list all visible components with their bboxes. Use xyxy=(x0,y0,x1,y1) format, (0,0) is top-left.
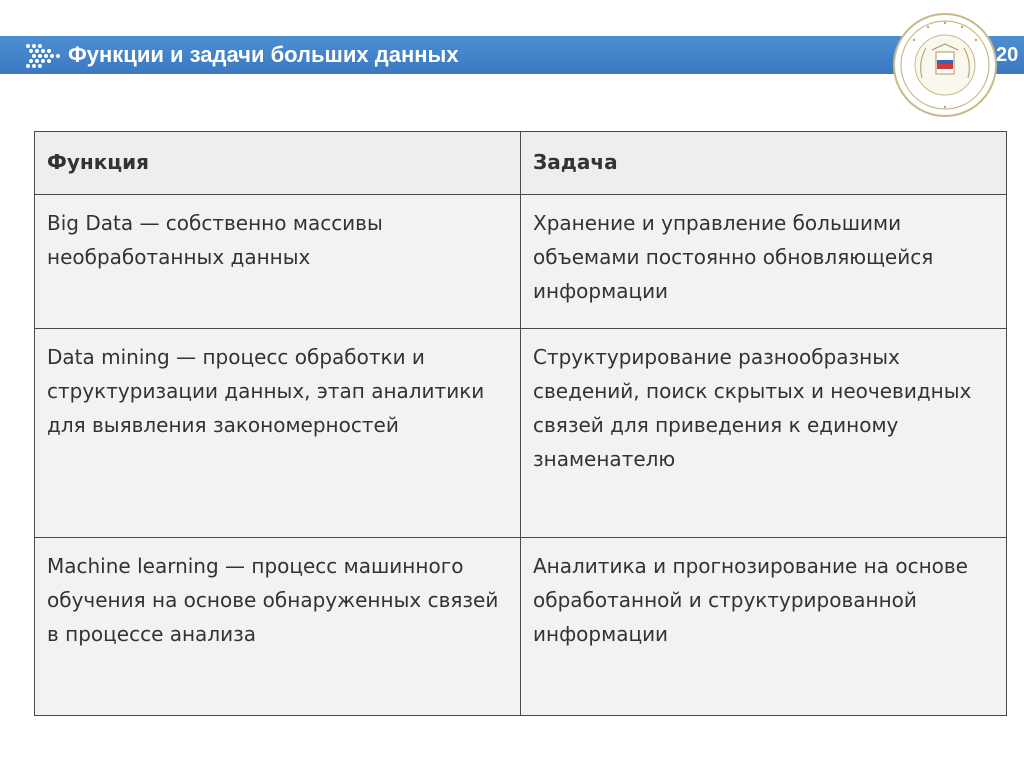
task-cell: Хранение и управление большими объемами постоянно обновляющейся информации xyxy=(521,195,1007,329)
functions-table xyxy=(34,131,1007,716)
dots-logo-icon xyxy=(24,40,64,70)
table-row xyxy=(35,195,1007,329)
table-header-row xyxy=(35,132,1007,195)
table-row xyxy=(35,538,1007,716)
slide-number: 20 xyxy=(996,44,1019,66)
university-seal-icon xyxy=(892,12,998,118)
function-cell: Data mining — процесс обработки и структуризации данных, этап аналитики для выявления закономерностей xyxy=(35,329,521,538)
functions-table-container xyxy=(34,131,1006,716)
table-row xyxy=(35,329,1007,538)
column-header-task: Задача xyxy=(521,132,1007,195)
function-cell: Machine learning — процесс машинного обучения на основе обнаруженных связей в процессе анализа xyxy=(35,538,521,716)
task-cell: Аналитика и прогнозирование на основе обработанной и структурированной информации xyxy=(521,538,1007,716)
slide-title: Функции и задачи больших данных xyxy=(68,42,459,67)
column-header-function: Функция xyxy=(35,132,521,195)
task-cell: Структурирование разнообразных сведений, поиск скрытых и неочевидных связей для приведения к единому знаменателю xyxy=(521,329,1007,538)
function-cell: Big Data — собственно массивы необработанных данных xyxy=(35,195,521,329)
